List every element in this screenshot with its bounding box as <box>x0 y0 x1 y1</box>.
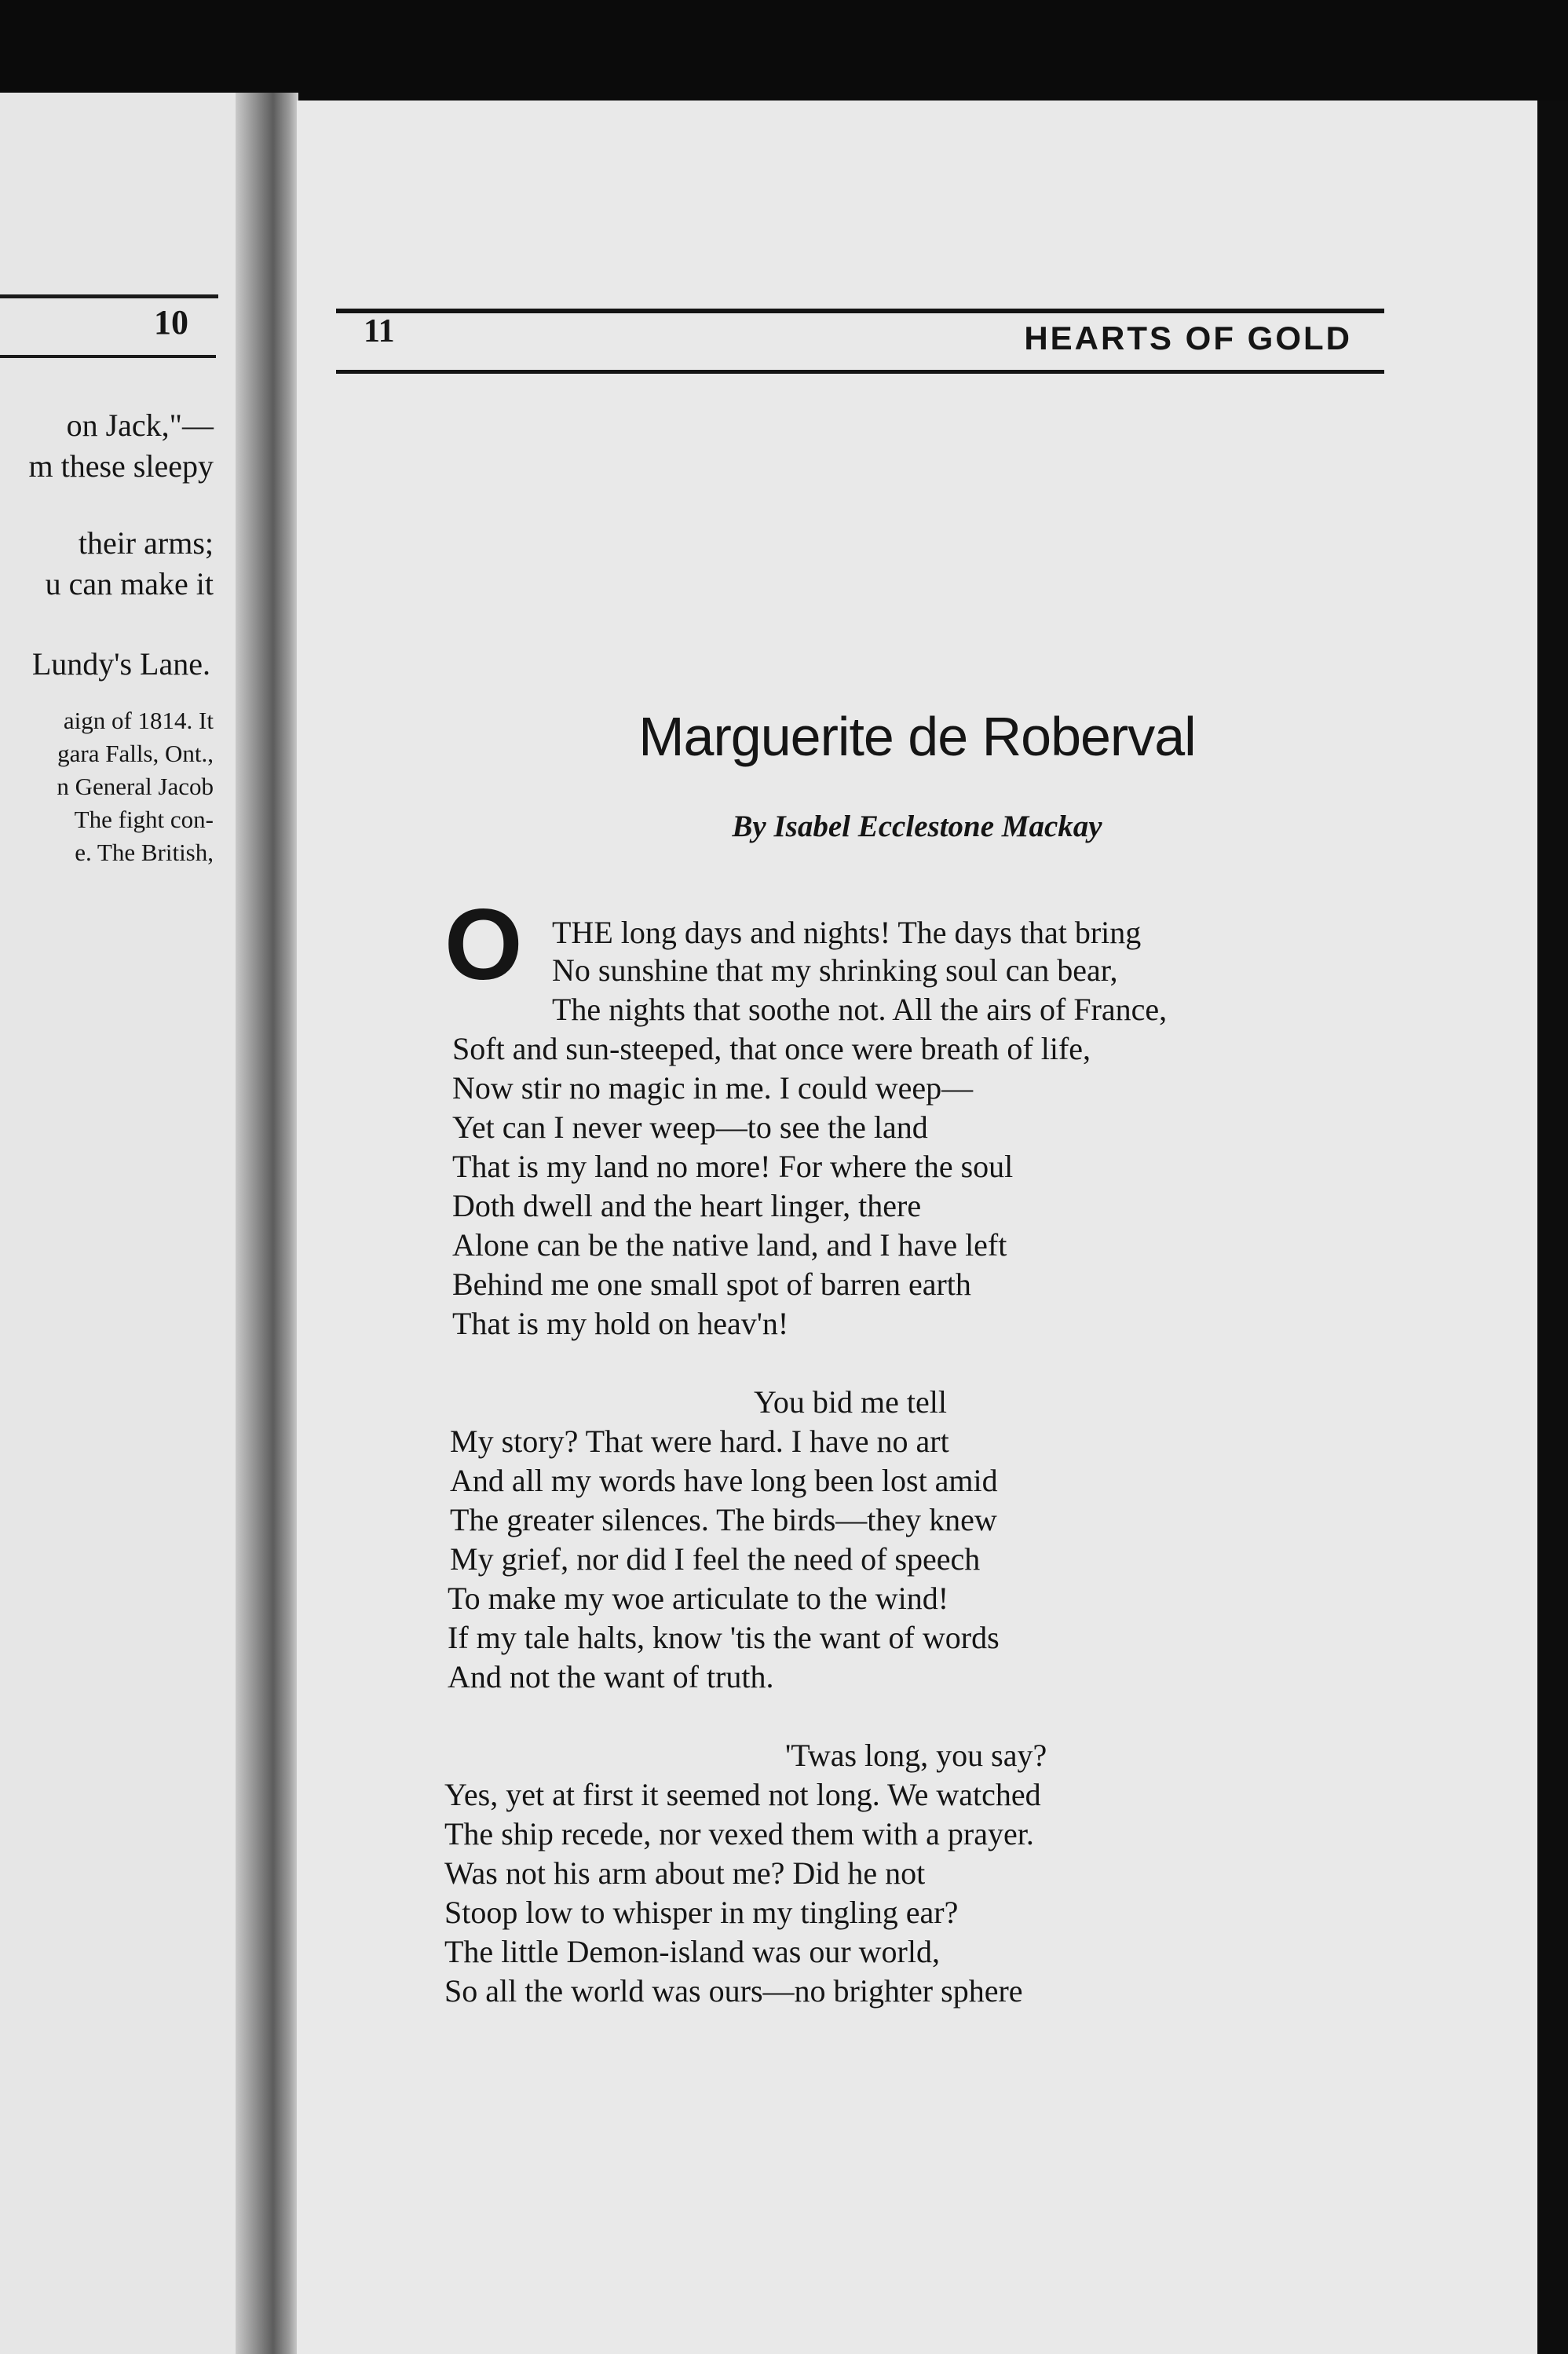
poem-line: Now stir no magic in me. I could weep— <box>452 1070 974 1106</box>
poem-line: No sunshine that my shrinking soul can bear, <box>552 952 1118 988</box>
poem-line: To make my woe articulate to the wind! <box>448 1581 949 1616</box>
left-page-line: n General Jacob <box>57 773 214 800</box>
poem-line: And not the want of truth. <box>448 1659 774 1694</box>
poem-line: My grief, nor did I feel the need of speech <box>450 1541 981 1577</box>
poem-line: That is my hold on heav'n! <box>452 1306 789 1341</box>
poem-line: Behind me one small spot of barren earth <box>452 1267 971 1302</box>
left-page-line: e. The British, <box>75 839 214 866</box>
poem-line: THE long days and nights! The days that bring <box>552 915 1142 950</box>
poem-line: The ship recede, nor vexed them with a prayer. <box>444 1816 1034 1851</box>
poem-line: 'Twas long, you say? <box>785 1738 1047 1773</box>
drop-cap: O <box>444 889 523 1001</box>
left-page-line: m these sleepy <box>28 448 214 484</box>
left-page-line: their arms; <box>78 525 214 561</box>
poem-line: That is my land no more! For where the soul <box>452 1149 1014 1184</box>
left-page-number: 10 <box>154 303 188 342</box>
poem-line: Soft and sun-steeped, that once were breath of life, <box>452 1031 1091 1066</box>
poem-line: Yes, yet at first it seemed not long. We watched <box>444 1777 1041 1812</box>
article-title: Marguerite de Roberval <box>638 706 1196 767</box>
poem-line: You bid me tell <box>754 1384 947 1420</box>
left-page-line: gara Falls, Ont., <box>57 740 214 767</box>
poem-line: So all the world was ours—no brighter sphere <box>444 1973 1023 2009</box>
poem-line: The nights that soothe not. All the airs of France, <box>552 992 1168 1027</box>
poem-line: My story? That were hard. I have no art <box>450 1424 949 1459</box>
left-page-line: on Jack,"— <box>66 408 214 443</box>
left-page-line: Lundy's Lane. <box>31 646 210 682</box>
poem-line: And all my words have long been lost amid <box>450 1463 998 1498</box>
poem-line: If my tale halts, know 'tis the want of words <box>448 1620 1000 1655</box>
left-page-line: u can make it <box>45 566 214 601</box>
running-head: HEARTS OF GOLD <box>1024 320 1352 356</box>
poem-line: Yet can I never weep—to see the land <box>452 1109 928 1145</box>
page-number: 11 <box>364 313 395 349</box>
poem-line: Was not his arm about me? Did he not <box>444 1855 926 1891</box>
poem-line: The little Demon-island was our world, <box>444 1934 940 1969</box>
left-page-line: aign of 1814. It <box>63 707 214 734</box>
poem-line: Stoop low to whisper in my tingling ear? <box>444 1895 959 1930</box>
poem-line: The greater silences. The birds—they knew <box>450 1502 997 1537</box>
poem-line: Alone can be the native land, and I have left <box>452 1227 1007 1263</box>
poem-line: Doth dwell and the heart linger, there <box>452 1188 922 1223</box>
left-page-line: The fight con- <box>74 806 214 833</box>
article-byline: By Isabel Ecclestone Mackay <box>732 810 1102 843</box>
